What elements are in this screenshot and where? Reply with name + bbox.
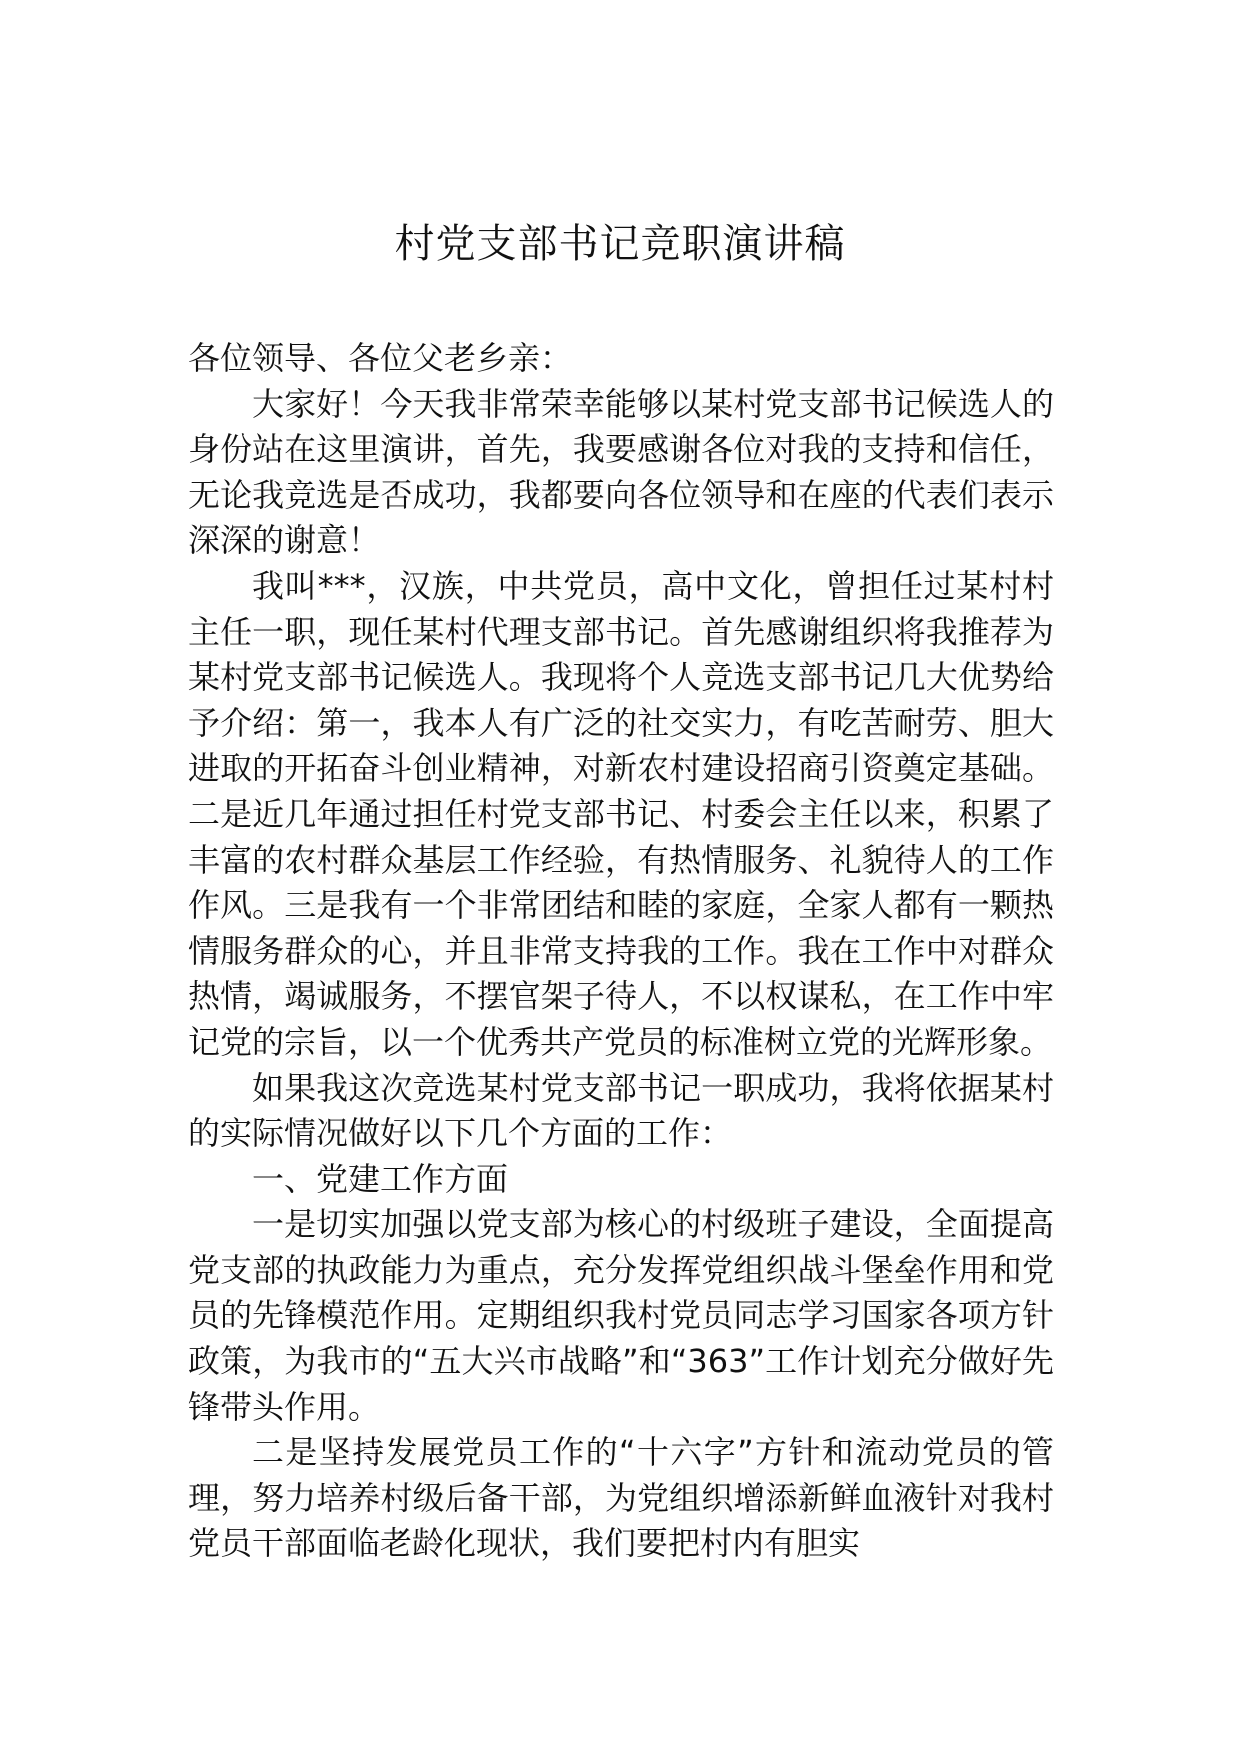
paragraph-plan-intro: 如果我这次竞选某村党支部书记一职成功，我将依据某村的实际情况做好以下几个方面的工作：	[188, 1068, 1054, 1153]
document-body	[188, 336, 1054, 1567]
salutation: 各位领导、各位父老乡亲：	[188, 339, 573, 377]
document-title: 村党支部书记竞职演讲稿	[394, 221, 846, 267]
section-heading-party-building: 一、党建工作方面	[252, 1159, 509, 1198]
paragraph-point-two: 二是坚持发展党员工作的“十六字”方针和流动党员的管理，努力培养村级后备干部，为党组织增添新鲜血液针对我村党员干部面临老龄化现状，我们要把村内有胆实	[188, 1433, 1054, 1563]
paragraph-greeting: 大家好！今天我非常荣幸能够以某村党支部书记候选人的身份站在这里演讲，首先，我要感谢各位对我的支持和信任，无论我竞选是否成功，我都要向各位领导和在座的代表们表示深深的谢意！	[188, 384, 1054, 560]
paragraph-introduction: 我叫***，汉族，中共党员，高中文化，曾担任过某村村主任一职，现任某村代理支部书记。首先感谢组织将我推荐为某村党支部书记候选人。我现将个人竞选支部书记几大优势给予介绍：第一，我本人有广泛的社交实力，有吃苦耐劳、胆大进取的开拓奋斗创业精神，对新农村建设招商引资奠定基础。二是近几年通过担任村党支部书记、村委会主任以来，积累了丰富的农村群众基层工作经验，有热情服务、礼貌待人的工作作风。三是我有一个非常团结和睦的家庭，全家人都有一颗热情服务群众的心，并且非常支持我的工作。我在工作中对群众热情，竭诚服务，不摆官架子待人，不以权谋私，在工作中牢记党的宗旨，以一个优秀共产党员的标准树立党的光辉形象。	[188, 566, 1054, 1061]
paragraph-point-one: 一是切实加强以党支部为核心的村级班子建设，全面提高党支部的执政能力为重点，充分发挥党组织战斗堡垒作用和党员的先锋模范作用。定期组织我村党员同志学习国家各项方针政策，为我市的“五大兴市战略”和“363”工作计划充分做好先锋带头作用。	[188, 1205, 1054, 1426]
